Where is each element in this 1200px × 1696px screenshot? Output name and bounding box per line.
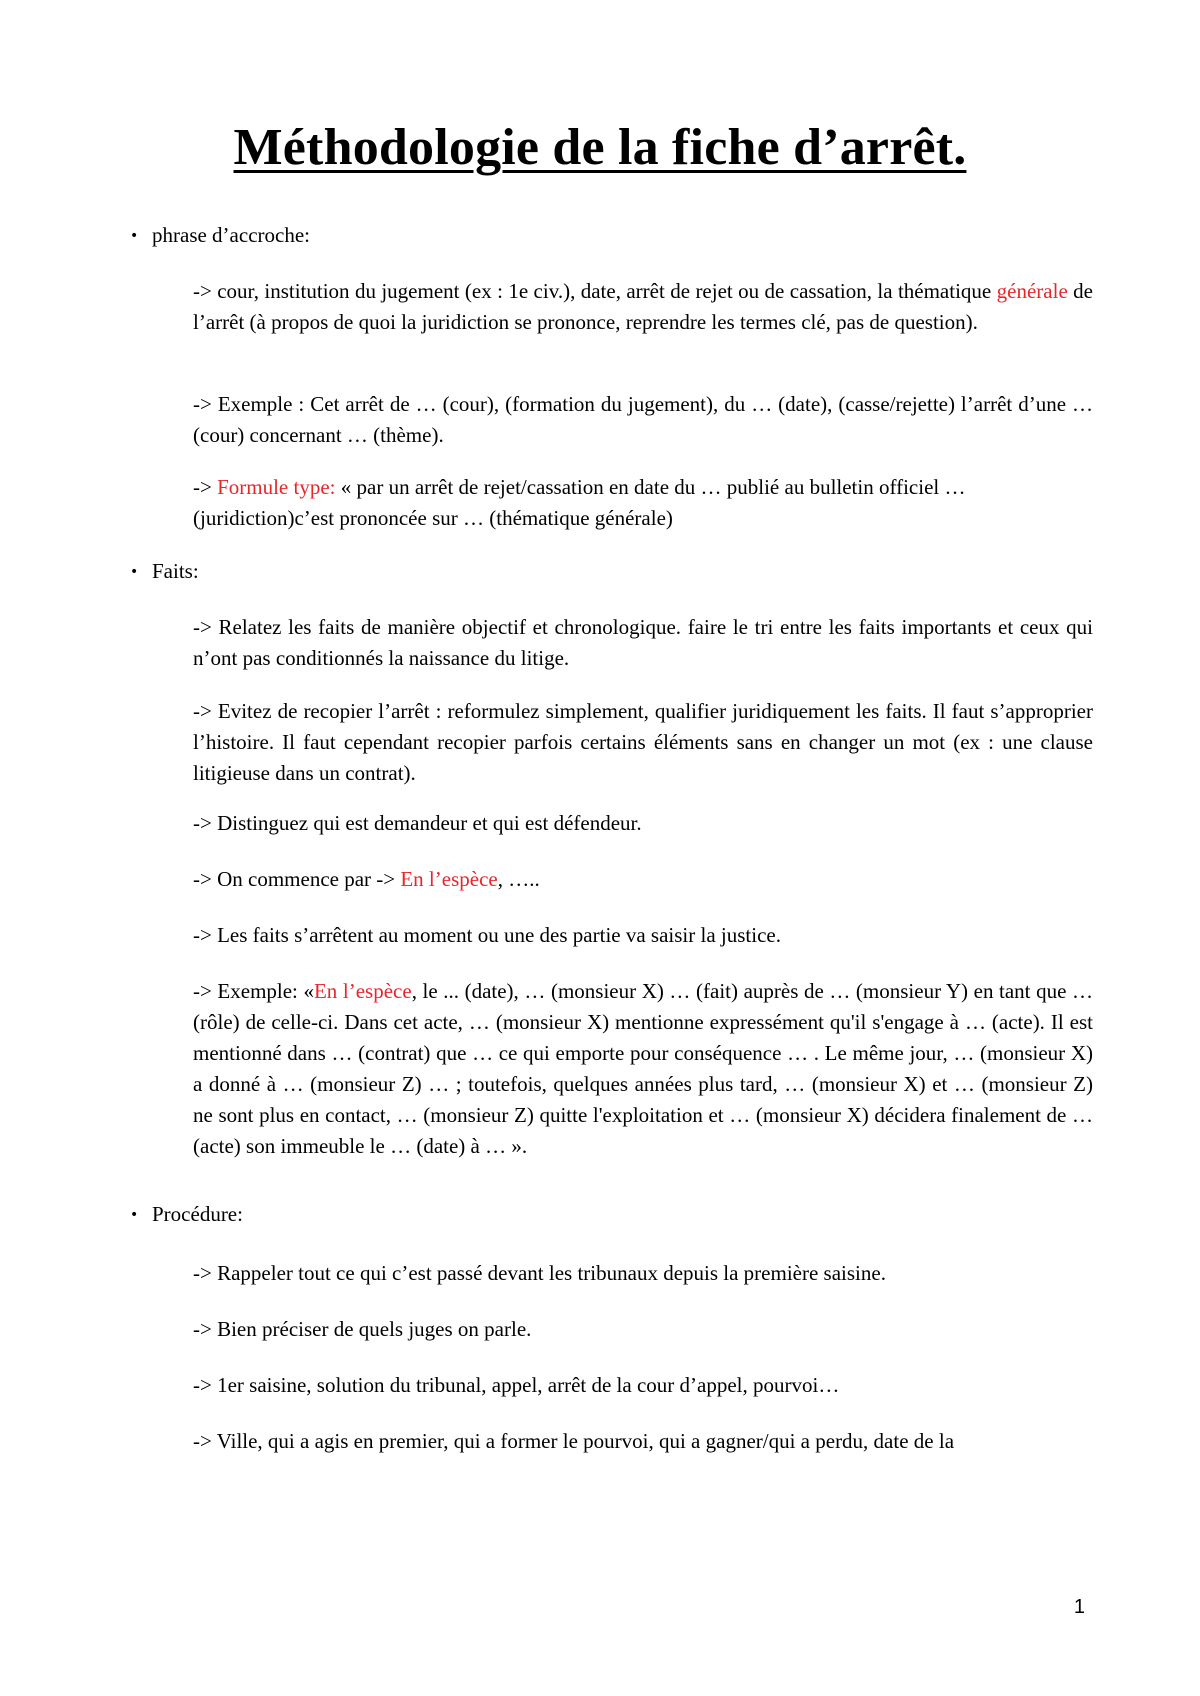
section-heading-accroche: phrase d’accroche: xyxy=(152,223,310,247)
faits-paragraph-6: -> Exemple: «En l’espèce, le ... (date), … (monsieur X) … (fait) auprès de … (monsieur Y) en tant que … (rôle) de celle-ci. Dans cet acte, … (monsieur X) mentionne expressément qu'il s'engage à … (acte). Il est mentionné dans … (contrat) que … ce qui emporte pour conséquence … . Le même jour, … (monsieur X) a donné à … (monsieur Z) … ; toutefois, quelques années plus tard, … (monsieur X) et … (monsieur Z) ne sont plus en contact, … (monsieur Z) quitte l'exploitation et … (monsieur X) décidera finalement de … (acte) son immeuble le … (date) à … ». xyxy=(193,979,1093,1158)
faits-paragraph-3: -> Distinguez qui est demandeur et qui est défendeur. xyxy=(193,811,642,835)
bullet-faits xyxy=(130,556,199,588)
faits-paragraph-2: -> Evitez de recopier l’arrêt : reformulez simplement, qualifier juridiquement les faits. Il faut s’approprier l’histoire. Il faut cependant recopier parfois certains éléments sans en changer un mot (ex : une clause litigieuse dans un contrat). xyxy=(193,699,1093,785)
page-number: 1 xyxy=(1073,1596,1085,1618)
procedure-paragraph-4: -> Ville, qui a agis en premier, qui a former le pourvoi, qui a gagner/qui a perdu, date de la xyxy=(193,1429,955,1453)
accroche-paragraph-2: -> Exemple : Cet arrêt de … (cour), (formation du jugement), du … (date), (casse/rejette) l’arrêt d’une … (cour) concernant … (thème). xyxy=(193,392,1093,447)
bullet-dot-icon: • xyxy=(130,564,139,580)
faits-paragraph-4: -> On commence par -> En l’espèce, ….. xyxy=(193,867,540,891)
page-title: Méthodologie de la fiche d’arrêt. xyxy=(233,119,967,176)
highlight-formule-type: Formule type: xyxy=(217,475,336,499)
faits-paragraph-5: -> Les faits s’arrêtent au moment ou une des partie va saisir la justice. xyxy=(193,923,781,947)
highlight-generale: générale xyxy=(996,279,1068,303)
bullet-dot-icon: • xyxy=(130,228,139,244)
procedure-paragraph-3: -> 1er saisine, solution du tribunal, appel, arrêt de la cour d’appel, pourvoi… xyxy=(193,1373,840,1397)
section-heading-procedure: Procédure: xyxy=(152,1202,243,1226)
highlight-en-l-espece: En l’espèce xyxy=(400,867,498,891)
bullet-dot-icon: • xyxy=(130,1207,139,1223)
bullet-accroche xyxy=(130,220,310,252)
section-heading-faits: Faits: xyxy=(152,559,199,583)
procedure-paragraph-2: -> Bien préciser de quels juges on parle. xyxy=(193,1317,532,1341)
procedure-paragraph-1: -> Rappeler tout ce qui c’est passé devant les tribunaux depuis la première saisine. xyxy=(193,1261,886,1285)
bullet-procedure xyxy=(130,1199,243,1231)
highlight-en-l-espece-example: En l’espèce xyxy=(313,979,412,1003)
faits-paragraph-1: -> Relatez les faits de manière objectif et chronologique. faire le tri entre les faits importants et ceux qui n’ont pas conditionnés la naissance du litige. xyxy=(193,615,1093,670)
accroche-paragraph-3: -> Formule type: « par un arrêt de rejet/cassation en date du … publié au bulletin officiel … (juridiction)c’est prononcée sur … (thématique générale) xyxy=(193,475,966,530)
accroche-paragraph-1: -> cour, institution du jugement (ex : 1e civ.), date, arrêt de rejet ou de cassation, la thématique générale de l’arrêt (à propos de quoi la juridiction se prononce, reprendre les termes clé, pas de question). xyxy=(193,279,1094,334)
